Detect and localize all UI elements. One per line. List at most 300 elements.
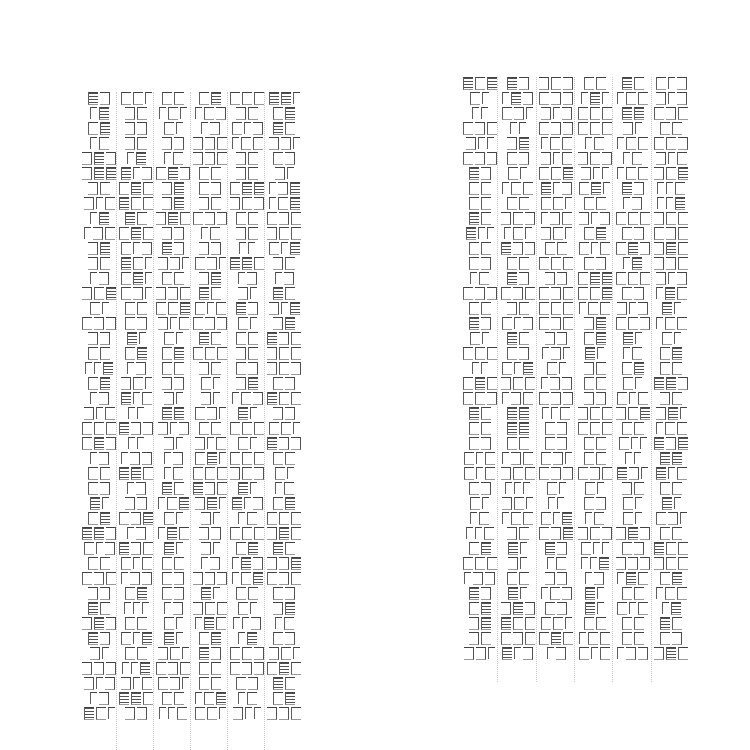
text-glyph xyxy=(108,707,115,719)
text-glyph xyxy=(143,227,153,240)
text-glyph xyxy=(291,707,301,720)
text-glyph xyxy=(210,227,220,240)
text-glyph xyxy=(545,332,555,345)
text-glyph xyxy=(622,542,632,555)
text-glyph xyxy=(551,527,561,540)
left-glyph-row xyxy=(119,467,153,480)
right-glyph-row xyxy=(577,212,612,225)
right-glyph-row xyxy=(615,542,650,555)
right-glyph-row xyxy=(539,482,574,495)
right-glyph-row xyxy=(500,272,535,285)
text-glyph xyxy=(94,362,101,374)
text-glyph xyxy=(193,212,203,225)
text-glyph xyxy=(656,317,663,329)
text-glyph xyxy=(291,212,301,225)
text-glyph xyxy=(242,617,249,629)
text-glyph xyxy=(168,167,178,180)
text-glyph xyxy=(594,572,604,585)
right-glyph-row xyxy=(577,317,612,330)
text-glyph xyxy=(616,242,626,255)
left-glyph-row xyxy=(267,287,301,300)
text-glyph xyxy=(137,407,144,419)
left-glyph-row xyxy=(82,242,116,255)
text-glyph xyxy=(541,137,548,149)
text-glyph xyxy=(485,452,495,465)
text-glyph xyxy=(121,392,131,405)
text-glyph xyxy=(199,287,209,300)
text-glyph xyxy=(666,137,676,150)
text-glyph xyxy=(217,317,227,330)
text-glyph xyxy=(125,122,135,135)
text-glyph xyxy=(585,482,595,495)
text-glyph xyxy=(541,197,551,210)
text-glyph xyxy=(143,422,153,435)
text-glyph xyxy=(514,497,524,510)
text-glyph xyxy=(539,527,549,540)
left-glyph-row xyxy=(267,542,301,555)
left-glyph-row xyxy=(156,407,190,420)
text-glyph xyxy=(519,407,529,420)
right-glyph-row xyxy=(577,437,612,450)
text-glyph xyxy=(666,242,676,255)
left-glyph-row xyxy=(193,512,227,525)
left-glyph-row xyxy=(82,107,116,120)
text-glyph xyxy=(199,197,209,210)
text-glyph xyxy=(541,617,551,630)
text-glyph xyxy=(545,602,555,615)
left-glyph-row xyxy=(267,257,301,270)
text-glyph xyxy=(584,317,594,330)
text-glyph xyxy=(273,692,283,705)
text-glyph xyxy=(273,152,283,165)
text-glyph xyxy=(596,617,606,630)
right-glyph-row xyxy=(500,152,535,165)
text-glyph xyxy=(616,557,626,570)
text-glyph xyxy=(199,332,209,345)
left-glyph-row xyxy=(119,542,153,555)
text-glyph xyxy=(638,392,648,405)
left-glyph-row xyxy=(82,227,116,240)
left-glyph-row xyxy=(193,92,227,105)
right-glyph-row xyxy=(615,122,650,135)
text-glyph xyxy=(545,437,555,450)
text-glyph xyxy=(677,317,687,330)
right-glyph-row xyxy=(462,302,497,315)
text-glyph xyxy=(565,452,572,464)
text-glyph xyxy=(466,137,476,150)
left-glyph-row xyxy=(267,707,301,720)
text-glyph xyxy=(238,317,248,330)
text-glyph xyxy=(539,392,549,405)
text-glyph xyxy=(579,302,586,314)
text-glyph xyxy=(475,392,485,405)
right-glyph-row xyxy=(654,527,689,540)
right-glyph-row xyxy=(539,497,574,510)
text-glyph xyxy=(245,707,252,719)
left-glyph-row xyxy=(119,317,153,330)
left-glyph-row xyxy=(230,662,264,675)
text-glyph xyxy=(88,467,98,480)
text-glyph xyxy=(626,137,636,150)
left-glyph-row xyxy=(267,632,301,645)
text-glyph xyxy=(131,422,141,435)
text-glyph xyxy=(127,482,134,494)
text-glyph xyxy=(136,362,146,375)
text-glyph xyxy=(279,347,289,360)
text-glyph xyxy=(90,212,97,224)
left-glyph-row xyxy=(230,677,264,690)
text-glyph xyxy=(481,407,491,420)
right-text-column xyxy=(654,77,689,682)
right-glyph-row xyxy=(654,212,689,225)
text-glyph xyxy=(164,617,174,630)
text-glyph xyxy=(205,212,215,225)
text-glyph xyxy=(201,557,208,569)
right-glyph-row xyxy=(615,377,650,390)
text-glyph xyxy=(125,497,135,510)
text-glyph xyxy=(238,632,245,644)
text-glyph xyxy=(100,332,110,345)
text-glyph xyxy=(236,227,246,240)
text-glyph xyxy=(250,602,257,614)
text-glyph xyxy=(513,227,523,240)
text-glyph xyxy=(199,182,209,195)
text-glyph xyxy=(481,302,491,315)
text-glyph xyxy=(195,497,205,510)
text-glyph xyxy=(102,302,109,314)
text-glyph xyxy=(557,572,567,585)
text-glyph xyxy=(96,542,103,554)
text-glyph xyxy=(145,92,152,104)
text-glyph xyxy=(578,122,588,135)
text-glyph xyxy=(481,362,488,374)
text-glyph xyxy=(199,527,209,540)
text-glyph xyxy=(291,662,301,675)
text-glyph xyxy=(513,377,523,390)
right-glyph-row xyxy=(539,542,574,555)
text-glyph xyxy=(232,392,239,404)
text-glyph xyxy=(656,467,666,480)
right-glyph-row xyxy=(654,242,689,255)
text-glyph xyxy=(162,692,172,705)
right-glyph-row xyxy=(462,287,497,300)
right-glyph-row xyxy=(500,212,535,225)
text-glyph xyxy=(164,632,174,645)
text-glyph xyxy=(626,572,636,585)
text-glyph xyxy=(130,572,140,585)
left-glyph-row xyxy=(119,212,153,225)
text-glyph xyxy=(677,587,687,600)
text-glyph xyxy=(182,647,189,659)
right-glyph-row xyxy=(500,122,535,135)
text-glyph xyxy=(130,452,140,465)
left-glyph-row xyxy=(267,422,301,435)
text-glyph xyxy=(275,467,285,480)
text-glyph xyxy=(284,272,294,285)
right-glyph-row xyxy=(577,257,612,270)
text-glyph xyxy=(290,182,300,195)
right-glyph-row xyxy=(539,572,574,585)
right-text-column xyxy=(539,77,575,682)
left-glyph-row xyxy=(156,647,190,660)
text-glyph xyxy=(562,182,572,195)
text-glyph xyxy=(463,77,473,90)
text-glyph xyxy=(267,392,277,405)
right-glyph-row xyxy=(577,347,612,360)
right-glyph-row xyxy=(577,542,612,555)
text-glyph xyxy=(90,107,97,119)
right-glyph-row xyxy=(615,497,650,510)
right-glyph-row xyxy=(615,362,650,375)
text-glyph xyxy=(285,602,295,615)
text-glyph xyxy=(578,107,588,120)
text-glyph xyxy=(142,242,152,255)
text-glyph xyxy=(562,377,572,390)
text-glyph xyxy=(119,467,129,480)
left-glyph-row xyxy=(119,512,153,525)
text-glyph xyxy=(666,257,676,270)
text-glyph xyxy=(600,242,610,255)
text-glyph xyxy=(201,512,211,525)
text-glyph xyxy=(284,482,294,495)
text-glyph xyxy=(578,152,588,165)
text-glyph xyxy=(168,302,178,315)
text-glyph xyxy=(623,122,633,135)
text-glyph xyxy=(677,92,687,105)
text-glyph xyxy=(585,587,595,600)
text-glyph xyxy=(217,602,227,615)
text-glyph xyxy=(617,167,624,179)
left-glyph-row xyxy=(193,167,227,180)
right-glyph-row xyxy=(539,302,574,315)
text-glyph xyxy=(600,647,610,660)
text-glyph xyxy=(511,92,521,105)
text-glyph xyxy=(164,467,171,479)
text-glyph xyxy=(85,362,92,374)
text-glyph xyxy=(677,272,687,285)
right-glyph-row xyxy=(500,182,535,195)
text-glyph xyxy=(596,77,606,90)
text-glyph xyxy=(668,92,675,104)
text-glyph xyxy=(519,347,529,360)
text-glyph xyxy=(511,512,521,525)
right-glyph-row xyxy=(577,467,612,480)
text-glyph xyxy=(238,512,245,524)
text-glyph xyxy=(285,377,295,390)
text-glyph xyxy=(660,527,670,540)
left-glyph-row xyxy=(267,227,301,240)
left-glyph-row xyxy=(193,602,227,615)
text-glyph xyxy=(622,587,632,600)
text-glyph xyxy=(174,347,184,360)
text-glyph xyxy=(273,407,283,420)
text-glyph xyxy=(96,197,103,209)
text-glyph xyxy=(602,527,612,540)
text-glyph xyxy=(278,197,288,210)
text-glyph xyxy=(551,302,561,315)
left-glyph-row xyxy=(82,497,116,510)
text-glyph xyxy=(254,422,264,435)
text-glyph xyxy=(597,602,604,614)
text-glyph xyxy=(487,557,497,570)
left-glyph-row xyxy=(156,662,190,675)
right-glyph-row xyxy=(577,422,612,435)
text-glyph xyxy=(550,137,560,150)
text-glyph xyxy=(545,272,555,285)
text-glyph xyxy=(622,287,632,300)
right-glyph-row xyxy=(500,242,535,255)
text-glyph xyxy=(565,617,572,629)
left-glyph-row xyxy=(156,137,190,150)
text-glyph xyxy=(207,452,217,465)
text-glyph xyxy=(487,152,497,165)
right-glyph-row xyxy=(654,152,689,165)
text-glyph xyxy=(291,347,301,360)
text-glyph xyxy=(267,557,277,570)
text-glyph xyxy=(557,602,567,615)
text-glyph xyxy=(199,362,209,375)
right-glyph-row xyxy=(500,422,535,435)
right-glyph-row xyxy=(577,647,612,660)
text-glyph xyxy=(100,257,110,270)
text-glyph xyxy=(541,212,548,224)
text-glyph xyxy=(594,512,604,525)
right-glyph-row xyxy=(500,632,535,645)
text-glyph xyxy=(660,572,670,585)
text-glyph xyxy=(94,317,104,330)
text-glyph xyxy=(672,632,682,645)
left-glyph-row xyxy=(267,662,301,675)
left-glyph-row xyxy=(82,452,116,465)
text-glyph xyxy=(672,452,682,465)
left-glyph-row xyxy=(193,317,227,330)
text-glyph xyxy=(590,92,600,105)
right-glyph-row xyxy=(539,107,574,120)
right-glyph-row xyxy=(539,317,574,330)
text-glyph xyxy=(122,662,129,674)
right-glyph-row xyxy=(615,392,650,405)
text-glyph xyxy=(168,287,178,300)
text-glyph xyxy=(136,527,146,540)
text-glyph xyxy=(514,317,521,329)
text-glyph xyxy=(156,302,166,315)
text-glyph xyxy=(273,317,283,330)
text-glyph xyxy=(591,242,598,254)
text-glyph xyxy=(131,227,141,240)
left-glyph-row xyxy=(230,557,264,570)
right-glyph-row xyxy=(615,137,650,150)
text-glyph xyxy=(162,242,172,255)
text-glyph xyxy=(100,602,110,615)
text-glyph xyxy=(525,467,535,480)
text-glyph xyxy=(290,242,300,255)
right-glyph-row xyxy=(615,347,650,360)
text-glyph xyxy=(470,497,480,510)
text-glyph xyxy=(254,257,264,270)
right-glyph-row xyxy=(577,272,612,285)
right-glyph-row xyxy=(615,182,650,195)
text-glyph xyxy=(640,407,650,420)
left-glyph-row xyxy=(267,437,301,450)
left-glyph-row xyxy=(156,212,190,225)
text-glyph xyxy=(242,452,252,465)
text-glyph xyxy=(217,152,227,165)
left-glyph-row xyxy=(267,587,301,600)
text-glyph xyxy=(88,347,98,360)
text-glyph xyxy=(519,122,526,134)
text-glyph xyxy=(162,182,172,195)
text-glyph xyxy=(678,137,688,150)
text-glyph xyxy=(248,587,258,600)
right-glyph-row xyxy=(654,167,689,180)
right-glyph-row xyxy=(654,377,689,390)
text-glyph xyxy=(623,197,630,209)
left-glyph-row xyxy=(119,152,153,165)
text-glyph xyxy=(660,482,670,495)
text-glyph xyxy=(617,602,627,615)
left-glyph-row xyxy=(230,647,264,660)
left-glyph-row xyxy=(119,677,153,690)
text-glyph xyxy=(513,212,523,225)
left-glyph-row xyxy=(267,347,301,360)
text-glyph xyxy=(563,92,573,105)
text-glyph xyxy=(241,557,251,570)
left-glyph-row xyxy=(193,392,227,405)
left-glyph-row xyxy=(82,572,116,585)
right-glyph-row xyxy=(500,77,535,90)
left-glyph-row xyxy=(193,482,227,495)
right-glyph-row xyxy=(654,542,689,555)
text-glyph xyxy=(463,377,473,390)
text-glyph xyxy=(519,197,529,210)
text-glyph xyxy=(501,617,511,630)
text-glyph xyxy=(656,92,666,105)
text-glyph xyxy=(217,212,227,225)
text-glyph xyxy=(514,482,521,494)
text-glyph xyxy=(563,632,573,645)
right-glyph-row xyxy=(500,452,535,465)
left-glyph-row xyxy=(193,137,227,150)
left-glyph-row xyxy=(267,362,301,375)
text-glyph xyxy=(579,632,586,644)
left-glyph-row xyxy=(119,407,153,420)
left-glyph-row xyxy=(156,242,190,255)
text-glyph xyxy=(159,707,166,719)
text-glyph xyxy=(217,137,227,150)
text-glyph xyxy=(602,167,609,179)
text-glyph xyxy=(584,452,594,465)
right-glyph-row xyxy=(500,287,535,300)
right-glyph-row xyxy=(500,317,535,330)
right-glyph-row xyxy=(539,242,574,255)
text-glyph xyxy=(654,227,664,240)
text-glyph xyxy=(219,452,226,464)
left-glyph-row xyxy=(82,332,116,345)
left-glyph-row xyxy=(267,92,301,105)
text-glyph xyxy=(507,197,517,210)
text-glyph xyxy=(563,527,573,540)
text-glyph xyxy=(519,422,529,435)
text-glyph xyxy=(660,122,670,135)
text-glyph xyxy=(162,92,172,105)
text-glyph xyxy=(584,377,594,390)
right-glyph-row xyxy=(615,77,650,90)
text-glyph xyxy=(547,557,554,569)
left-glyph-row xyxy=(82,407,116,420)
text-glyph xyxy=(248,677,258,690)
right-glyph-row xyxy=(500,467,535,480)
text-glyph xyxy=(90,692,97,704)
